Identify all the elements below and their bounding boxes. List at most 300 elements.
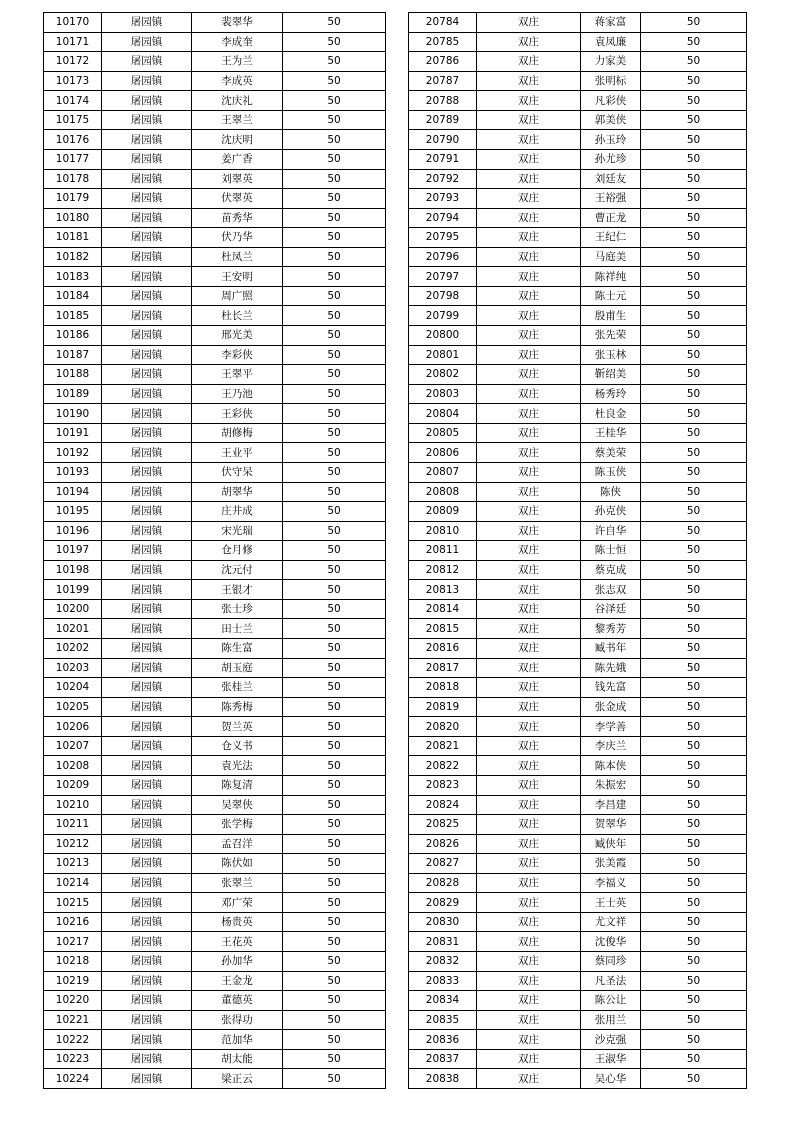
amount-cell: 50 bbox=[283, 619, 386, 639]
table-row bbox=[44, 1030, 386, 1050]
table-row bbox=[409, 834, 747, 854]
left-table bbox=[43, 12, 386, 1089]
id-cell: 10174 bbox=[44, 91, 102, 111]
amount-cell: 50 bbox=[641, 1069, 747, 1089]
name-cell: 吴翠侠 bbox=[192, 795, 283, 815]
town-cell: 屠园镇 bbox=[102, 71, 192, 91]
name-cell: 王花英 bbox=[192, 932, 283, 952]
amount-cell: 50 bbox=[283, 541, 386, 561]
town-cell: 屠园镇 bbox=[102, 599, 192, 619]
table-row bbox=[409, 208, 747, 228]
name-cell: 钱先富 bbox=[581, 678, 641, 698]
name-cell: 陈侠 bbox=[581, 482, 641, 502]
name-cell: 陈玉侠 bbox=[581, 462, 641, 482]
amount-cell: 50 bbox=[641, 541, 747, 561]
town-cell: 双庄 bbox=[477, 599, 581, 619]
town-cell: 双庄 bbox=[477, 580, 581, 600]
name-cell: 沙克强 bbox=[581, 1030, 641, 1050]
amount-cell: 50 bbox=[283, 149, 386, 169]
town-cell: 双庄 bbox=[477, 912, 581, 932]
name-cell: 李成奎 bbox=[192, 32, 283, 52]
town-cell: 双庄 bbox=[477, 267, 581, 287]
amount-cell: 50 bbox=[283, 893, 386, 913]
town-cell: 双庄 bbox=[477, 717, 581, 737]
town-cell: 双庄 bbox=[477, 678, 581, 698]
id-cell: 20784 bbox=[409, 13, 477, 33]
name-cell: 孙加华 bbox=[192, 952, 283, 972]
id-cell: 10202 bbox=[44, 639, 102, 659]
town-cell: 双庄 bbox=[477, 326, 581, 346]
amount-cell: 50 bbox=[641, 639, 747, 659]
id-cell: 20799 bbox=[409, 306, 477, 326]
amount-cell: 50 bbox=[641, 1049, 747, 1069]
amount-cell: 50 bbox=[641, 599, 747, 619]
amount-cell: 50 bbox=[283, 345, 386, 365]
table-row bbox=[44, 678, 386, 698]
amount-cell: 50 bbox=[283, 91, 386, 111]
name-cell: 孙尤珍 bbox=[581, 149, 641, 169]
town-cell: 双庄 bbox=[477, 658, 581, 678]
name-cell: 杜良金 bbox=[581, 404, 641, 424]
town-cell: 双庄 bbox=[477, 247, 581, 267]
town-cell: 屠园镇 bbox=[102, 756, 192, 776]
amount-cell: 50 bbox=[641, 658, 747, 678]
name-cell: 贺兰英 bbox=[192, 717, 283, 737]
name-cell: 张玉林 bbox=[581, 345, 641, 365]
id-cell: 20827 bbox=[409, 854, 477, 874]
id-cell: 10203 bbox=[44, 658, 102, 678]
id-cell: 20820 bbox=[409, 717, 477, 737]
id-cell: 10175 bbox=[44, 110, 102, 130]
name-cell: 刘翠英 bbox=[192, 169, 283, 189]
amount-cell: 50 bbox=[283, 932, 386, 952]
id-cell: 10189 bbox=[44, 384, 102, 404]
table-row bbox=[44, 267, 386, 287]
town-cell: 双庄 bbox=[477, 404, 581, 424]
id-cell: 10217 bbox=[44, 932, 102, 952]
amount-cell: 50 bbox=[283, 247, 386, 267]
town-cell: 屠园镇 bbox=[102, 678, 192, 698]
town-cell: 双庄 bbox=[477, 1010, 581, 1030]
amount-cell: 50 bbox=[283, 189, 386, 209]
amount-cell: 50 bbox=[283, 717, 386, 737]
amount-cell: 50 bbox=[641, 169, 747, 189]
table-row bbox=[409, 169, 747, 189]
amount-cell: 50 bbox=[283, 384, 386, 404]
town-cell: 双庄 bbox=[477, 286, 581, 306]
id-cell: 20792 bbox=[409, 169, 477, 189]
name-cell: 李学善 bbox=[581, 717, 641, 737]
name-cell: 臧书年 bbox=[581, 639, 641, 659]
town-cell: 屠园镇 bbox=[102, 208, 192, 228]
table-row bbox=[44, 541, 386, 561]
town-cell: 双庄 bbox=[477, 893, 581, 913]
table-row bbox=[44, 912, 386, 932]
name-cell: 周广照 bbox=[192, 286, 283, 306]
id-cell: 20819 bbox=[409, 697, 477, 717]
table-row bbox=[409, 815, 747, 835]
id-cell: 10194 bbox=[44, 482, 102, 502]
amount-cell: 50 bbox=[641, 326, 747, 346]
amount-cell: 50 bbox=[283, 599, 386, 619]
id-cell: 10216 bbox=[44, 912, 102, 932]
amount-cell: 50 bbox=[641, 482, 747, 502]
amount-cell: 50 bbox=[641, 1010, 747, 1030]
name-cell: 梁正云 bbox=[192, 1069, 283, 1089]
town-cell: 屠园镇 bbox=[102, 384, 192, 404]
amount-cell: 50 bbox=[283, 795, 386, 815]
name-cell: 王纪仁 bbox=[581, 228, 641, 248]
id-cell: 20801 bbox=[409, 345, 477, 365]
town-cell: 屠园镇 bbox=[102, 286, 192, 306]
right-table bbox=[408, 12, 747, 1089]
table-row bbox=[409, 1069, 747, 1089]
name-cell: 仓义书 bbox=[192, 736, 283, 756]
id-cell: 20836 bbox=[409, 1030, 477, 1050]
table-row bbox=[409, 599, 747, 619]
town-cell: 屠园镇 bbox=[102, 326, 192, 346]
table-row bbox=[44, 32, 386, 52]
table-row bbox=[44, 991, 386, 1011]
id-cell: 20823 bbox=[409, 775, 477, 795]
amount-cell: 50 bbox=[641, 619, 747, 639]
amount-cell: 50 bbox=[283, 521, 386, 541]
town-cell: 屠园镇 bbox=[102, 13, 192, 33]
town-cell: 屠园镇 bbox=[102, 952, 192, 972]
name-cell: 杜凤兰 bbox=[192, 247, 283, 267]
name-cell: 王业平 bbox=[192, 443, 283, 463]
town-cell: 双庄 bbox=[477, 775, 581, 795]
town-cell: 屠园镇 bbox=[102, 991, 192, 1011]
id-cell: 10209 bbox=[44, 775, 102, 795]
id-cell: 10204 bbox=[44, 678, 102, 698]
town-cell: 双庄 bbox=[477, 834, 581, 854]
id-cell: 20790 bbox=[409, 130, 477, 150]
table-row bbox=[44, 404, 386, 424]
name-cell: 孙玉玲 bbox=[581, 130, 641, 150]
town-cell: 屠园镇 bbox=[102, 873, 192, 893]
table-row bbox=[409, 91, 747, 111]
id-cell: 20803 bbox=[409, 384, 477, 404]
amount-cell: 50 bbox=[641, 736, 747, 756]
table-row bbox=[44, 71, 386, 91]
table-row bbox=[409, 932, 747, 952]
name-cell: 马庭美 bbox=[581, 247, 641, 267]
id-cell: 20786 bbox=[409, 52, 477, 72]
town-cell: 屠园镇 bbox=[102, 815, 192, 835]
name-cell: 蔡同珍 bbox=[581, 952, 641, 972]
table-row bbox=[44, 482, 386, 502]
town-cell: 屠园镇 bbox=[102, 1049, 192, 1069]
amount-cell: 50 bbox=[641, 502, 747, 522]
id-cell: 10207 bbox=[44, 736, 102, 756]
amount-cell: 50 bbox=[283, 1030, 386, 1050]
name-cell: 郭美侠 bbox=[581, 110, 641, 130]
id-cell: 20812 bbox=[409, 560, 477, 580]
table-row bbox=[44, 834, 386, 854]
id-cell: 10206 bbox=[44, 717, 102, 737]
table-row bbox=[409, 247, 747, 267]
name-cell: 胡修梅 bbox=[192, 423, 283, 443]
amount-cell: 50 bbox=[641, 560, 747, 580]
id-cell: 20789 bbox=[409, 110, 477, 130]
id-cell: 20793 bbox=[409, 189, 477, 209]
amount-cell: 50 bbox=[641, 815, 747, 835]
amount-cell: 50 bbox=[641, 893, 747, 913]
town-cell: 双庄 bbox=[477, 521, 581, 541]
amount-cell: 50 bbox=[641, 286, 747, 306]
name-cell: 李福义 bbox=[581, 873, 641, 893]
name-cell: 孟召洋 bbox=[192, 834, 283, 854]
town-cell: 屠园镇 bbox=[102, 110, 192, 130]
town-cell: 屠园镇 bbox=[102, 795, 192, 815]
id-cell: 10186 bbox=[44, 326, 102, 346]
amount-cell: 50 bbox=[283, 658, 386, 678]
town-cell: 屠园镇 bbox=[102, 267, 192, 287]
name-cell: 张明标 bbox=[581, 71, 641, 91]
table-row bbox=[409, 1049, 747, 1069]
town-cell: 屠园镇 bbox=[102, 502, 192, 522]
town-cell: 双庄 bbox=[477, 345, 581, 365]
id-cell: 20821 bbox=[409, 736, 477, 756]
town-cell: 双庄 bbox=[477, 306, 581, 326]
name-cell: 伏守呆 bbox=[192, 462, 283, 482]
name-cell: 孙克侠 bbox=[581, 502, 641, 522]
town-cell: 双庄 bbox=[477, 32, 581, 52]
town-cell: 屠园镇 bbox=[102, 854, 192, 874]
id-cell: 10184 bbox=[44, 286, 102, 306]
id-cell: 20835 bbox=[409, 1010, 477, 1030]
id-cell: 10187 bbox=[44, 345, 102, 365]
name-cell: 邢光美 bbox=[192, 326, 283, 346]
id-cell: 10213 bbox=[44, 854, 102, 874]
name-cell: 力家美 bbox=[581, 52, 641, 72]
id-cell: 20788 bbox=[409, 91, 477, 111]
id-cell: 20825 bbox=[409, 815, 477, 835]
amount-cell: 50 bbox=[283, 228, 386, 248]
town-cell: 双庄 bbox=[477, 1030, 581, 1050]
table-row bbox=[44, 658, 386, 678]
name-cell: 张桂兰 bbox=[192, 678, 283, 698]
town-cell: 屠园镇 bbox=[102, 32, 192, 52]
amount-cell: 50 bbox=[283, 873, 386, 893]
id-cell: 20794 bbox=[409, 208, 477, 228]
town-cell: 双庄 bbox=[477, 971, 581, 991]
amount-cell: 50 bbox=[641, 775, 747, 795]
table-row bbox=[409, 1010, 747, 1030]
amount-cell: 50 bbox=[283, 971, 386, 991]
table-row bbox=[44, 326, 386, 346]
table-row bbox=[409, 149, 747, 169]
id-cell: 10172 bbox=[44, 52, 102, 72]
name-cell: 王金龙 bbox=[192, 971, 283, 991]
name-cell: 陈士恒 bbox=[581, 541, 641, 561]
id-cell: 20822 bbox=[409, 756, 477, 776]
id-cell: 10218 bbox=[44, 952, 102, 972]
town-cell: 双庄 bbox=[477, 991, 581, 1011]
table-row bbox=[409, 502, 747, 522]
name-cell: 凡彩侠 bbox=[581, 91, 641, 111]
town-cell: 双庄 bbox=[477, 228, 581, 248]
amount-cell: 50 bbox=[283, 482, 386, 502]
town-cell: 屠园镇 bbox=[102, 893, 192, 913]
id-cell: 20808 bbox=[409, 482, 477, 502]
id-cell: 20802 bbox=[409, 365, 477, 385]
name-cell: 杨贵英 bbox=[192, 912, 283, 932]
id-cell: 10192 bbox=[44, 443, 102, 463]
table-row bbox=[44, 169, 386, 189]
name-cell: 王为兰 bbox=[192, 52, 283, 72]
amount-cell: 50 bbox=[283, 306, 386, 326]
name-cell: 范加华 bbox=[192, 1030, 283, 1050]
name-cell: 王裕强 bbox=[581, 189, 641, 209]
town-cell: 双庄 bbox=[477, 619, 581, 639]
id-cell: 10180 bbox=[44, 208, 102, 228]
amount-cell: 50 bbox=[641, 267, 747, 287]
id-cell: 20795 bbox=[409, 228, 477, 248]
amount-cell: 50 bbox=[283, 208, 386, 228]
town-cell: 双庄 bbox=[477, 208, 581, 228]
town-cell: 屠园镇 bbox=[102, 1010, 192, 1030]
id-cell: 20785 bbox=[409, 32, 477, 52]
town-cell: 双庄 bbox=[477, 1069, 581, 1089]
name-cell: 蒋家富 bbox=[581, 13, 641, 33]
town-cell: 双庄 bbox=[477, 952, 581, 972]
town-cell: 双庄 bbox=[477, 149, 581, 169]
name-cell: 曹正龙 bbox=[581, 208, 641, 228]
amount-cell: 50 bbox=[641, 756, 747, 776]
table-row bbox=[44, 228, 386, 248]
town-cell: 双庄 bbox=[477, 52, 581, 72]
id-cell: 10183 bbox=[44, 267, 102, 287]
amount-cell: 50 bbox=[641, 228, 747, 248]
town-cell: 屠园镇 bbox=[102, 932, 192, 952]
amount-cell: 50 bbox=[283, 1049, 386, 1069]
amount-cell: 50 bbox=[283, 775, 386, 795]
name-cell: 袁光法 bbox=[192, 756, 283, 776]
id-cell: 20796 bbox=[409, 247, 477, 267]
name-cell: 张金成 bbox=[581, 697, 641, 717]
name-cell: 沈俊华 bbox=[581, 932, 641, 952]
id-cell: 20826 bbox=[409, 834, 477, 854]
table-row bbox=[409, 717, 747, 737]
name-cell: 陈公让 bbox=[581, 991, 641, 1011]
table-row bbox=[44, 423, 386, 443]
id-cell: 20817 bbox=[409, 658, 477, 678]
table-row bbox=[409, 619, 747, 639]
id-cell: 10188 bbox=[44, 365, 102, 385]
table-row bbox=[44, 462, 386, 482]
table-row bbox=[44, 443, 386, 463]
id-cell: 20818 bbox=[409, 678, 477, 698]
name-cell: 田士兰 bbox=[192, 619, 283, 639]
table-row bbox=[409, 697, 747, 717]
id-cell: 10223 bbox=[44, 1049, 102, 1069]
amount-cell: 50 bbox=[641, 697, 747, 717]
id-cell: 20829 bbox=[409, 893, 477, 913]
amount-cell: 50 bbox=[283, 815, 386, 835]
name-cell: 陈秀梅 bbox=[192, 697, 283, 717]
name-cell: 庄井成 bbox=[192, 502, 283, 522]
table-row bbox=[409, 912, 747, 932]
id-cell: 20833 bbox=[409, 971, 477, 991]
table-row bbox=[409, 110, 747, 130]
table-row bbox=[44, 91, 386, 111]
name-cell: 仓月修 bbox=[192, 541, 283, 561]
town-cell: 屠园镇 bbox=[102, 169, 192, 189]
town-cell: 双庄 bbox=[477, 130, 581, 150]
table-row bbox=[409, 756, 747, 776]
town-cell: 屠园镇 bbox=[102, 228, 192, 248]
amount-cell: 50 bbox=[283, 912, 386, 932]
town-cell: 屠园镇 bbox=[102, 971, 192, 991]
id-cell: 10170 bbox=[44, 13, 102, 33]
amount-cell: 50 bbox=[641, 208, 747, 228]
id-cell: 20831 bbox=[409, 932, 477, 952]
table-row bbox=[409, 345, 747, 365]
amount-cell: 50 bbox=[283, 423, 386, 443]
table-row bbox=[44, 815, 386, 835]
name-cell: 张得功 bbox=[192, 1010, 283, 1030]
id-cell: 20811 bbox=[409, 541, 477, 561]
table-row bbox=[44, 775, 386, 795]
town-cell: 双庄 bbox=[477, 560, 581, 580]
amount-cell: 50 bbox=[641, 13, 747, 33]
table-row bbox=[44, 149, 386, 169]
amount-cell: 50 bbox=[641, 462, 747, 482]
name-cell: 殷甫生 bbox=[581, 306, 641, 326]
town-cell: 双庄 bbox=[477, 639, 581, 659]
table-row bbox=[409, 541, 747, 561]
id-cell: 10176 bbox=[44, 130, 102, 150]
town-cell: 双庄 bbox=[477, 736, 581, 756]
name-cell: 李成英 bbox=[192, 71, 283, 91]
name-cell: 陈生富 bbox=[192, 639, 283, 659]
id-cell: 10190 bbox=[44, 404, 102, 424]
table-row bbox=[44, 189, 386, 209]
table-row bbox=[44, 130, 386, 150]
town-cell: 屠园镇 bbox=[102, 697, 192, 717]
id-cell: 20787 bbox=[409, 71, 477, 91]
id-cell: 20800 bbox=[409, 326, 477, 346]
table-row bbox=[44, 52, 386, 72]
name-cell: 张学梅 bbox=[192, 815, 283, 835]
town-cell: 屠园镇 bbox=[102, 130, 192, 150]
id-cell: 10179 bbox=[44, 189, 102, 209]
name-cell: 胡翠华 bbox=[192, 482, 283, 502]
table-row bbox=[409, 678, 747, 698]
amount-cell: 50 bbox=[283, 1010, 386, 1030]
id-cell: 20824 bbox=[409, 795, 477, 815]
table-row bbox=[409, 482, 747, 502]
table-row bbox=[409, 854, 747, 874]
id-cell: 10171 bbox=[44, 32, 102, 52]
town-cell: 双庄 bbox=[477, 110, 581, 130]
table-row bbox=[409, 560, 747, 580]
amount-cell: 50 bbox=[641, 521, 747, 541]
town-cell: 屠园镇 bbox=[102, 404, 192, 424]
name-cell: 李昌建 bbox=[581, 795, 641, 815]
amount-cell: 50 bbox=[283, 32, 386, 52]
amount-cell: 50 bbox=[641, 149, 747, 169]
amount-cell: 50 bbox=[641, 873, 747, 893]
amount-cell: 50 bbox=[641, 717, 747, 737]
id-cell: 20816 bbox=[409, 639, 477, 659]
amount-cell: 50 bbox=[641, 52, 747, 72]
town-cell: 屠园镇 bbox=[102, 1069, 192, 1089]
name-cell: 胡太能 bbox=[192, 1049, 283, 1069]
id-cell: 20815 bbox=[409, 619, 477, 639]
